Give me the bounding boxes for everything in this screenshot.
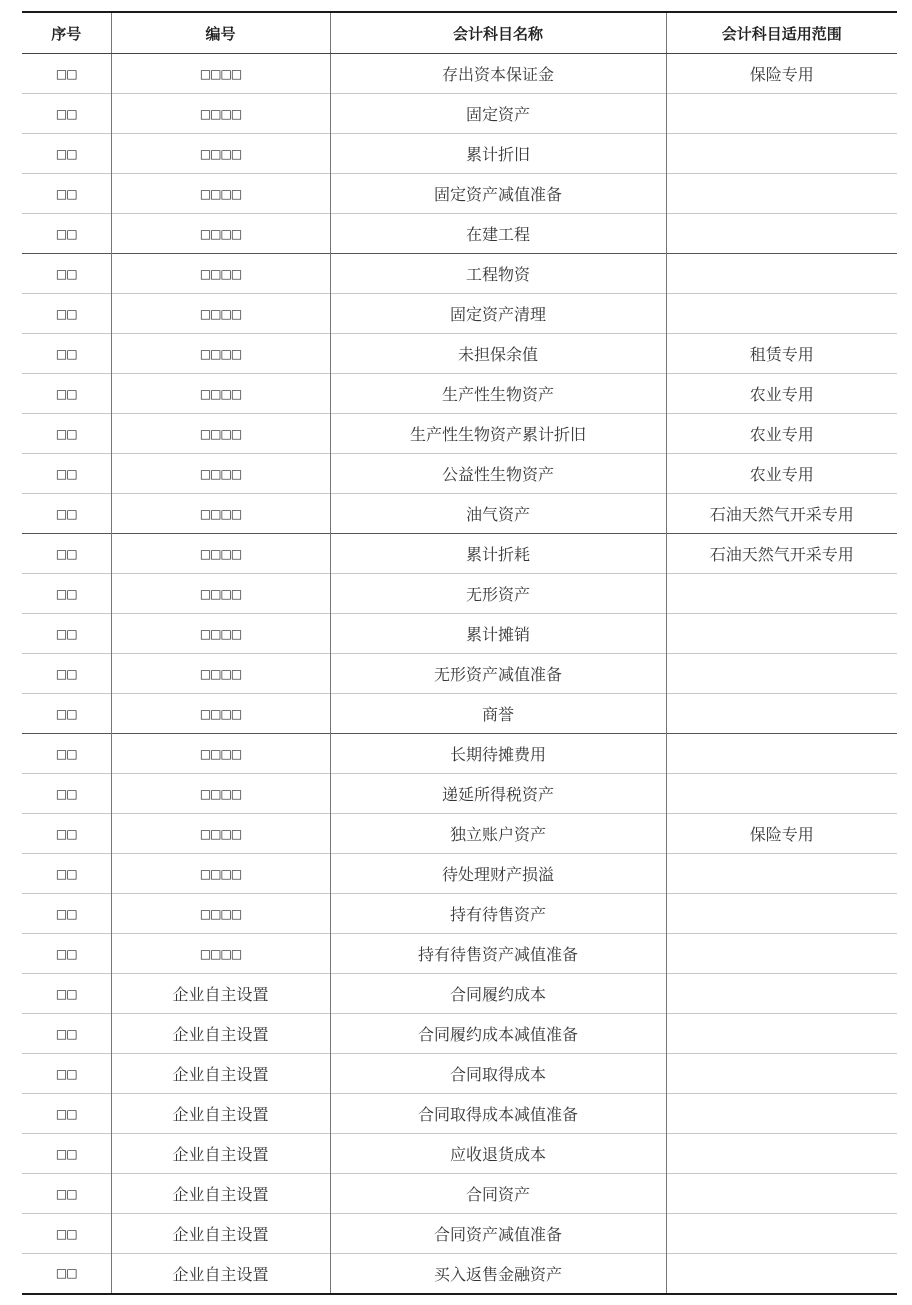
- header-cell-seq: 序号: [22, 12, 111, 54]
- table-row: [22, 214, 897, 254]
- table-row: [22, 94, 897, 134]
- cell-seq: □□: [22, 1094, 111, 1134]
- cell-seq: □□: [22, 294, 111, 334]
- table-row: [22, 174, 897, 214]
- cell-name: 合同履约成本: [330, 974, 666, 1014]
- cell-name: 买入返售金融资产: [330, 1254, 666, 1294]
- table-row: [22, 54, 897, 94]
- cell-code: □□□□: [111, 134, 330, 174]
- cell-name: 无形资产减值准备: [330, 654, 666, 694]
- cell-code: □□□□: [111, 774, 330, 814]
- cell-name: 存出资本保证金: [330, 54, 666, 94]
- cell-name: 固定资产清理: [330, 294, 666, 334]
- header-cell-code: 编号: [111, 12, 330, 54]
- cell-scope: [666, 174, 897, 214]
- cell-seq: □□: [22, 974, 111, 1014]
- cell-seq: □□: [22, 214, 111, 254]
- cell-code: □□□□: [111, 854, 330, 894]
- cell-scope: [666, 1214, 897, 1254]
- table-row: [22, 974, 897, 1014]
- cell-seq: □□: [22, 374, 111, 414]
- cell-scope: [666, 974, 897, 1014]
- cell-scope: [666, 934, 897, 974]
- cell-scope: [666, 1174, 897, 1214]
- table-row: [22, 814, 897, 854]
- cell-scope: [666, 654, 897, 694]
- cell-scope: [666, 734, 897, 774]
- cell-scope: [666, 1014, 897, 1054]
- cell-name: 在建工程: [330, 214, 666, 254]
- cell-code: □□□□: [111, 54, 330, 94]
- cell-name: 合同资产: [330, 1174, 666, 1214]
- cell-code: 企业自主设置: [111, 1094, 330, 1134]
- cell-name: 公益性生物资产: [330, 454, 666, 494]
- table-row: [22, 614, 897, 654]
- cell-name: 未担保余值: [330, 334, 666, 374]
- cell-code: 企业自主设置: [111, 1174, 330, 1214]
- cell-code: □□□□: [111, 934, 330, 974]
- table-row: [22, 294, 897, 334]
- cell-seq: □□: [22, 334, 111, 374]
- table-header: [22, 12, 897, 54]
- cell-seq: □□: [22, 694, 111, 734]
- cell-seq: □□: [22, 1134, 111, 1174]
- cell-scope: [666, 574, 897, 614]
- cell-name: 商誉: [330, 694, 666, 734]
- cell-scope: [666, 1134, 897, 1174]
- cell-seq: □□: [22, 1254, 111, 1294]
- table-row: [22, 734, 897, 774]
- cell-scope: [666, 694, 897, 734]
- cell-name: 应收退货成本: [330, 1134, 666, 1174]
- cell-name: 合同资产减值准备: [330, 1214, 666, 1254]
- cell-seq: □□: [22, 854, 111, 894]
- cell-seq: □□: [22, 54, 111, 94]
- table-row: [22, 494, 897, 534]
- cell-seq: □□: [22, 1014, 111, 1054]
- cell-scope: 农业专用: [666, 414, 897, 454]
- table-row: [22, 134, 897, 174]
- table-row: [22, 254, 897, 294]
- cell-seq: □□: [22, 174, 111, 214]
- cell-name: 合同取得成本减值准备: [330, 1094, 666, 1134]
- cell-code: 企业自主设置: [111, 1254, 330, 1294]
- cell-scope: 农业专用: [666, 454, 897, 494]
- cell-seq: □□: [22, 1214, 111, 1254]
- table-body: [22, 54, 897, 1294]
- cell-seq: □□: [22, 134, 111, 174]
- cell-scope: [666, 894, 897, 934]
- cell-code: 企业自主设置: [111, 1214, 330, 1254]
- cell-scope: [666, 1054, 897, 1094]
- cell-name: 合同取得成本: [330, 1054, 666, 1094]
- table-row: [22, 934, 897, 974]
- cell-code: 企业自主设置: [111, 1134, 330, 1174]
- cell-code: 企业自主设置: [111, 1014, 330, 1054]
- cell-seq: □□: [22, 1054, 111, 1094]
- cell-code: □□□□: [111, 694, 330, 734]
- cell-code: □□□□: [111, 654, 330, 694]
- cell-name: 累计折耗: [330, 534, 666, 574]
- cell-code: □□□□: [111, 254, 330, 294]
- cell-code: □□□□: [111, 894, 330, 934]
- cell-code: 企业自主设置: [111, 1054, 330, 1094]
- cell-scope: 石油天然气开采专用: [666, 494, 897, 534]
- table-row: [22, 774, 897, 814]
- cell-name: 待处理财产损溢: [330, 854, 666, 894]
- cell-scope: [666, 134, 897, 174]
- cell-code: □□□□: [111, 174, 330, 214]
- cell-code: □□□□: [111, 574, 330, 614]
- cell-scope: [666, 94, 897, 134]
- table-row: [22, 1174, 897, 1214]
- cell-code: □□□□: [111, 734, 330, 774]
- cell-scope: [666, 774, 897, 814]
- table-row: [22, 1014, 897, 1054]
- table-row: [22, 534, 897, 574]
- cell-seq: □□: [22, 534, 111, 574]
- cell-seq: □□: [22, 934, 111, 974]
- header-cell-scope: 会计科目适用范围: [666, 12, 897, 54]
- cell-code: □□□□: [111, 814, 330, 854]
- cell-name: 持有待售资产减值准备: [330, 934, 666, 974]
- cell-code: □□□□: [111, 214, 330, 254]
- cell-seq: □□: [22, 454, 111, 494]
- table-row: [22, 454, 897, 494]
- cell-scope: 保险专用: [666, 814, 897, 854]
- cell-scope: [666, 614, 897, 654]
- cell-name: 持有待售资产: [330, 894, 666, 934]
- cell-seq: □□: [22, 1174, 111, 1214]
- cell-scope: [666, 214, 897, 254]
- table-row: [22, 574, 897, 614]
- cell-name: 油气资产: [330, 494, 666, 534]
- cell-name: 合同履约成本减值准备: [330, 1014, 666, 1054]
- cell-seq: □□: [22, 814, 111, 854]
- cell-name: 工程物资: [330, 254, 666, 294]
- table-row: [22, 1214, 897, 1254]
- cell-seq: □□: [22, 654, 111, 694]
- cell-name: 长期待摊费用: [330, 734, 666, 774]
- table-row: [22, 334, 897, 374]
- cell-seq: □□: [22, 494, 111, 534]
- cell-name: 固定资产: [330, 94, 666, 134]
- cell-name: 生产性生物资产: [330, 374, 666, 414]
- header-cell-name: 会计科目名称: [330, 12, 666, 54]
- table-row: [22, 374, 897, 414]
- cell-code: □□□□: [111, 374, 330, 414]
- cell-scope: [666, 1254, 897, 1294]
- cell-code: □□□□: [111, 414, 330, 454]
- cell-scope: 保险专用: [666, 54, 897, 94]
- cell-scope: 租赁专用: [666, 334, 897, 374]
- cell-code: □□□□: [111, 494, 330, 534]
- cell-seq: □□: [22, 574, 111, 614]
- cell-seq: □□: [22, 894, 111, 934]
- cell-name: 无形资产: [330, 574, 666, 614]
- cell-scope: [666, 1094, 897, 1134]
- cell-code: 企业自主设置: [111, 974, 330, 1014]
- cell-scope: 石油天然气开采专用: [666, 534, 897, 574]
- table-row: [22, 1134, 897, 1174]
- cell-scope: [666, 294, 897, 334]
- cell-seq: □□: [22, 414, 111, 454]
- cell-scope: [666, 254, 897, 294]
- cell-name: 固定资产减值准备: [330, 174, 666, 214]
- cell-code: □□□□: [111, 334, 330, 374]
- table-row: [22, 894, 897, 934]
- table-row: [22, 654, 897, 694]
- cell-scope: 农业专用: [666, 374, 897, 414]
- cell-code: □□□□: [111, 294, 330, 334]
- table-row: [22, 854, 897, 894]
- cell-name: 累计折旧: [330, 134, 666, 174]
- cell-seq: □□: [22, 94, 111, 134]
- cell-scope: [666, 854, 897, 894]
- cell-code: □□□□: [111, 534, 330, 574]
- cell-seq: □□: [22, 614, 111, 654]
- cell-name: 累计摊销: [330, 614, 666, 654]
- cell-name: 生产性生物资产累计折旧: [330, 414, 666, 454]
- cell-code: □□□□: [111, 454, 330, 494]
- cell-code: □□□□: [111, 94, 330, 134]
- header-row: [22, 12, 897, 54]
- cell-code: □□□□: [111, 614, 330, 654]
- cell-name: 独立账户资产: [330, 814, 666, 854]
- cell-seq: □□: [22, 734, 111, 774]
- table-row: [22, 694, 897, 734]
- cell-seq: □□: [22, 774, 111, 814]
- cell-seq: □□: [22, 254, 111, 294]
- table-row: [22, 1054, 897, 1094]
- table-row: [22, 1254, 897, 1294]
- table-row: [22, 1094, 897, 1134]
- accounts-table: [22, 11, 897, 1295]
- cell-name: 递延所得税资产: [330, 774, 666, 814]
- table-row: [22, 414, 897, 454]
